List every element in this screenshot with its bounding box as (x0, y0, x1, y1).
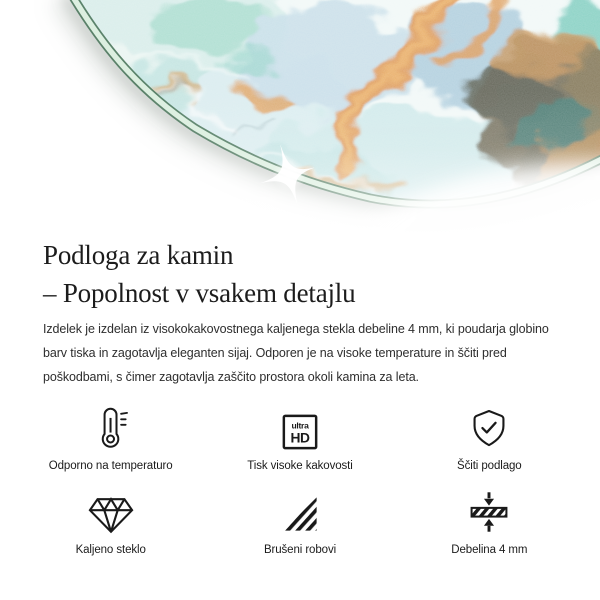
thermometer-icon (89, 405, 133, 451)
shield-check-icon (468, 406, 510, 451)
diamond-icon (88, 494, 134, 535)
feature-temperature (16, 403, 205, 473)
features-grid (16, 403, 584, 557)
feature-print-quality (205, 403, 394, 473)
hero-section (0, 0, 600, 250)
feature-label: Debelina 4 mm (451, 544, 528, 556)
polished-edges-icon (279, 493, 321, 535)
feature-label: Brušeni robovi (263, 544, 337, 556)
feature-protects (395, 403, 584, 473)
feature-label: Ščiti podlago (457, 460, 522, 472)
ultra-hd-icon (281, 413, 319, 451)
feature-label: Kaljeno steklo (75, 544, 146, 556)
title-line-1: Podloga za kamin (43, 240, 234, 270)
title-line-2: – Popolnost v vsakem detajlu (43, 278, 356, 308)
content-section (0, 236, 600, 557)
feature-label: Odporno na temperaturo (48, 460, 173, 472)
feature-thickness (395, 487, 584, 557)
page-title (43, 236, 557, 312)
product-description: Izdelek je izdelan iz visokokakovostnega kaljenega stekla debeline 4 mm, ki poudarja globino barv tiska in zagotavlja eleganten sijaj. Odporen je na visoke temperature in ščiti pred poškodbami, s čimer zagotavlja zaščito prostora okoli kamina za leta. (43, 322, 549, 384)
feature-tempered-glass (16, 487, 205, 557)
feature-polished-edges (205, 487, 394, 557)
ultra-hd-badge-bottom: HD (290, 430, 310, 446)
ultra-hd-badge-top: ultra (291, 420, 309, 431)
hero-image (0, 0, 600, 250)
thickness-icon (467, 489, 511, 535)
feature-label: Tisk visoke kakovosti (247, 460, 353, 472)
